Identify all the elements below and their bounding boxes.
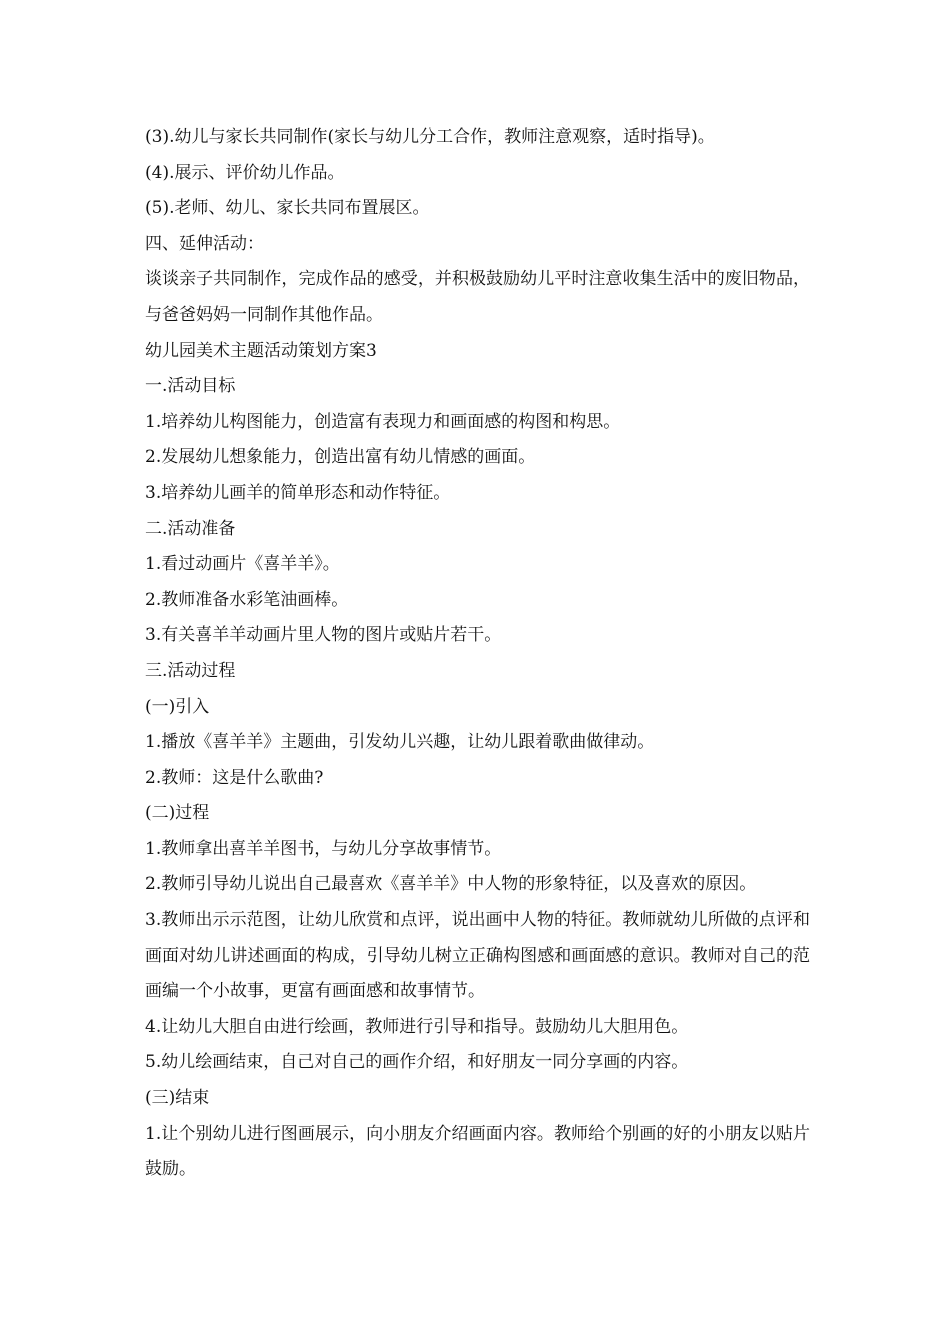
section-heading: 三.活动过程 xyxy=(145,660,236,681)
section-heading: 四、延伸活动： xyxy=(145,233,264,254)
text-line: 2.教师准备水彩笔油画棒。 xyxy=(145,589,349,610)
document-page xyxy=(145,120,810,1188)
paragraph: 1.让个别幼儿进行图画展示，向小朋友介绍画面内容。教师给个别画的好的小朋友以贴片鼓励。 xyxy=(145,1123,810,1180)
paragraph: 2.教师引导幼儿说出自己最喜欢《喜羊羊》中人物的形象特征，以及喜欢的原因。 xyxy=(145,874,757,895)
subsection-heading: (三)结束 xyxy=(145,1088,210,1109)
text-line: 4.让幼儿大胆自由进行绘画，教师进行引导和指导。鼓励幼儿大胆用色。 xyxy=(145,1016,689,1037)
text-line: (4).展示、评价幼儿作品。 xyxy=(145,162,345,183)
section-heading: 一.活动目标 xyxy=(145,376,236,397)
subsection-heading: (一)引入 xyxy=(145,696,210,717)
text-line: 3.有关喜羊羊动画片里人物的图片或贴片若干。 xyxy=(145,625,502,646)
text-line: 1.教师拿出喜羊羊图书，与幼儿分享故事情节。 xyxy=(145,838,502,859)
paragraph: 3.教师出示示范图，让幼儿欣赏和点评，说出画中人物的特征。教师就幼儿所做的点评和画面对幼儿讲述画面的构成，引导幼儿树立正确构图感和画面感的意识。教师对自己的范画编一个小故事，更富有画面感和故事情节。 xyxy=(145,910,810,1002)
text-line: 3.培养幼儿画羊的简单形态和动作特征。 xyxy=(145,482,451,503)
text-line: (5).老师、幼儿、家长共同布置展区。 xyxy=(145,198,430,219)
text-line: 2.发展幼儿想象能力，创造出富有幼儿情感的画面。 xyxy=(145,447,536,468)
text-line: 1.培养幼儿构图能力，创造富有表现力和画面感的构图和构思。 xyxy=(145,411,621,432)
text-line: (3).幼儿与家长共同制作(家长与幼儿分工合作，教师注意观察，适时指导)。 xyxy=(145,127,715,147)
text-line: 1.播放《喜羊羊》主题曲，引发幼儿兴趣，让幼儿跟着歌曲做律动。 xyxy=(145,732,655,753)
paragraph: 谈谈亲子共同制作，完成作品的感受，并积极鼓励幼儿平时注意收集生活中的废旧物品，与爸爸妈妈一同制作其他作品。 xyxy=(145,269,810,325)
document-title: 幼儿园美术主题活动策划方案3 xyxy=(145,340,377,361)
subsection-heading: (二)过程 xyxy=(145,803,210,824)
text-line: 2.教师：这是什么歌曲? xyxy=(145,767,324,788)
section-heading: 二.活动准备 xyxy=(145,518,236,539)
text-line: 5.幼儿绘画结束，自己对自己的画作介绍，和好朋友一同分享画的内容。 xyxy=(145,1052,689,1073)
text-line: 1.看过动画片《喜羊羊》。 xyxy=(145,554,340,575)
